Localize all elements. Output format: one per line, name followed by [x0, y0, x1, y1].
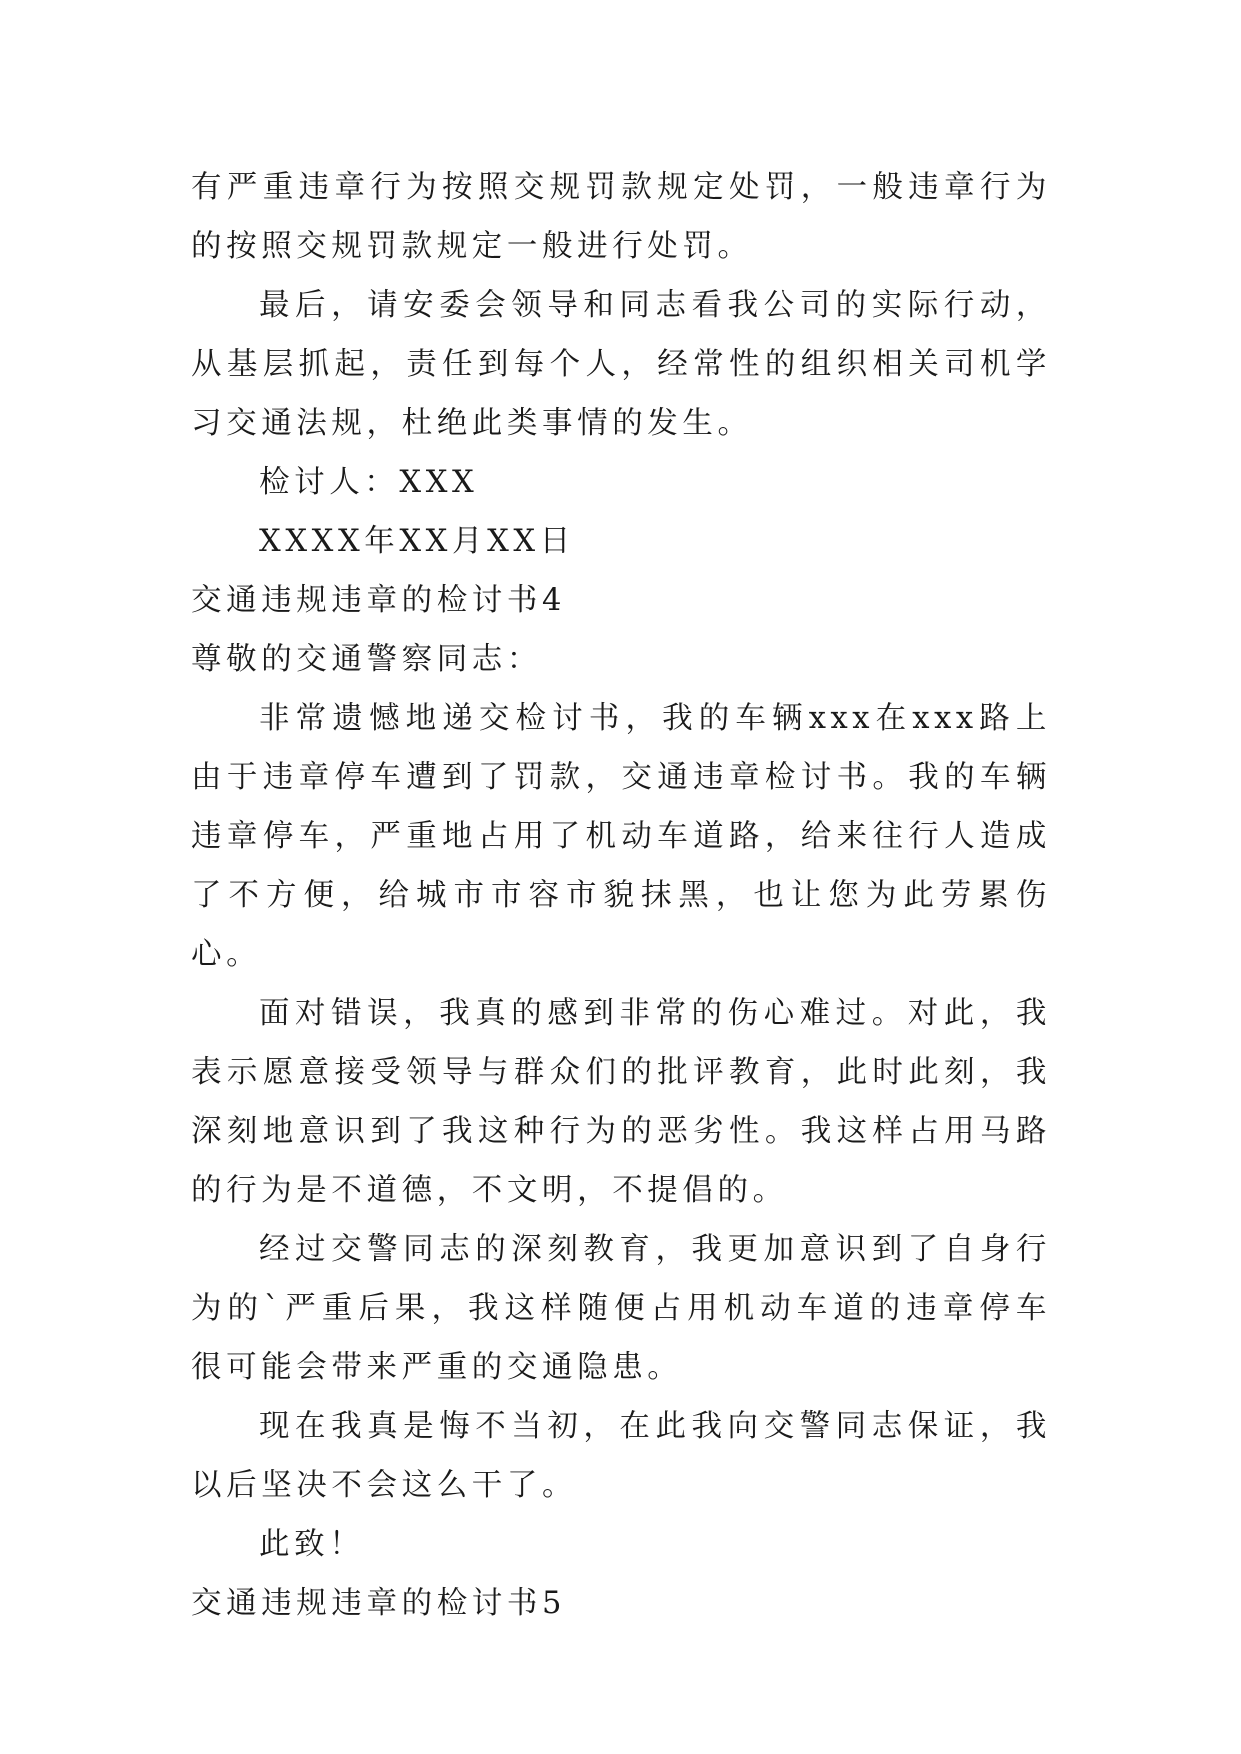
closing-line: 此致！	[259, 1527, 365, 1562]
paragraph: 面对错误，我真的感到非常的伤心难过。对此，我表示愿意接受领导与群众们的批评教育，此时此刻，我深刻地意识到了我这种行为的恶劣性。我这样占用马路的行为是不道德，不文明，不提倡的。	[191, 996, 1051, 1208]
date-line: XXXX年XX月XX日	[259, 524, 575, 559]
salutation: 尊敬的交通警察同志：	[191, 642, 542, 677]
document-body	[191, 158, 1051, 1633]
paragraph: 非常遗憾地递交检讨书，我的车辆xxx在xxx路上由于违章停车遭到了罚款，交通违章检讨书。我的车辆违章停车，严重地占用了机动车道路，给来往行人造成了不方便，给城市市容市貌抹黑，也让您为此劳累伤心。	[191, 701, 1051, 972]
signature-line: 检讨人：XXX	[259, 465, 479, 500]
section-heading: 交通违规违章的检讨书5	[191, 1586, 567, 1621]
section-heading: 交通违规违章的检讨书4	[191, 583, 567, 618]
paragraph: 最后，请安委会领导和同志看我公司的实际行动，从基层抓起，责任到每个人，经常性的组织相关司机学习交通法规，杜绝此类事情的发生。	[191, 288, 1051, 441]
paragraph: 现在我真是悔不当初，在此我向交警同志保证，我以后坚决不会这么干了。	[191, 1409, 1051, 1503]
paragraph: 经过交警同志的深刻教育，我更加意识到了自身行为的`严重后果，我这样随便占用机动车道的违章停车很可能会带来严重的交通隐患。	[191, 1232, 1051, 1385]
paragraph: 有严重违章行为按照交规罚款规定处罚，一般违章行为的按照交规罚款规定一般进行处罚。	[191, 170, 1051, 264]
